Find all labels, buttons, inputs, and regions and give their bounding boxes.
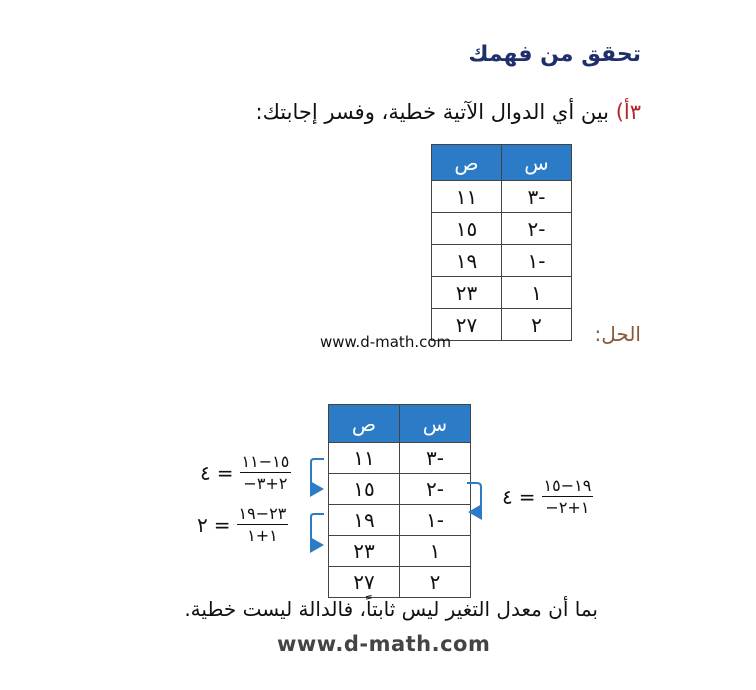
fraction — [542, 476, 594, 517]
arrow-left-bottom — [311, 514, 324, 545]
watermark-large: www.d-math.com — [277, 632, 491, 656]
arrow-left-top — [311, 459, 324, 489]
cell-x: ١ — [502, 277, 572, 309]
cell-x: -٣ — [400, 443, 471, 474]
question-text: بين أي الدوال الآتية خطية، وفسر إجابتك: — [255, 100, 609, 124]
cell-y: ٢٧ — [329, 567, 400, 598]
cell-x: ٢ — [400, 567, 471, 598]
rate-equation-1: ٤ = $\frac{١٥-١١}{-٢+٣}$ — [200, 452, 290, 493]
header-x: س — [502, 145, 572, 181]
cell-y: ١٩ — [329, 505, 400, 536]
cell-x: -٣ — [502, 181, 572, 213]
cell-y: ٢٧ — [432, 309, 502, 341]
numerator: ١٥−١١ — [241, 452, 290, 471]
denominator: −٢+٣ — [243, 474, 288, 493]
cell-y: ١١ — [432, 181, 502, 213]
cell-y: ١١ — [329, 443, 400, 474]
denominator: ١+١ — [247, 526, 278, 545]
equation-result: ٤ — [502, 484, 513, 509]
cell-y: ١٥ — [432, 213, 502, 245]
cell-x: -٢ — [502, 213, 572, 245]
cell-y: ٢٣ — [432, 277, 502, 309]
header-x: س — [400, 405, 471, 443]
cell-y: ١٩ — [432, 245, 502, 277]
equation-result: ٢ — [197, 512, 208, 537]
rate-equation-3: ٤ = $\frac{١٩-١٥}{-١+٢}$ — [502, 476, 592, 517]
solution-label: الحل: — [594, 322, 641, 346]
question-number: ٣أ) — [615, 100, 641, 124]
cell-y: ٢٣ — [329, 536, 400, 567]
equation-result: ٤ — [200, 460, 211, 485]
section-title: تحقق من فهمك — [468, 42, 641, 67]
conclusion-text: بما أن معدل التغير ليس ثابتاً، فالدالة ليست خطية. — [184, 597, 598, 621]
denominator: −١+٢ — [545, 498, 590, 517]
cell-y: ١٥ — [329, 474, 400, 505]
arrow-right — [467, 483, 481, 512]
cell-x: -١ — [502, 245, 572, 277]
fraction — [240, 452, 292, 493]
rate-equation-2: ٢ = $\frac{٢٣-١٩}{١+١}$ — [197, 504, 287, 545]
cell-x: -٢ — [400, 474, 471, 505]
cell-x: ٢ — [502, 309, 572, 341]
watermark-small: www.d-math.com — [320, 333, 452, 351]
numerator: ٢٣−١٩ — [238, 504, 287, 523]
cell-x: ١ — [400, 536, 471, 567]
cell-x: -١ — [400, 505, 471, 536]
header-y: ص — [329, 405, 400, 443]
fraction — [237, 504, 289, 545]
numerator: ١٩−١٥ — [543, 476, 592, 495]
header-y: ص — [432, 145, 502, 181]
